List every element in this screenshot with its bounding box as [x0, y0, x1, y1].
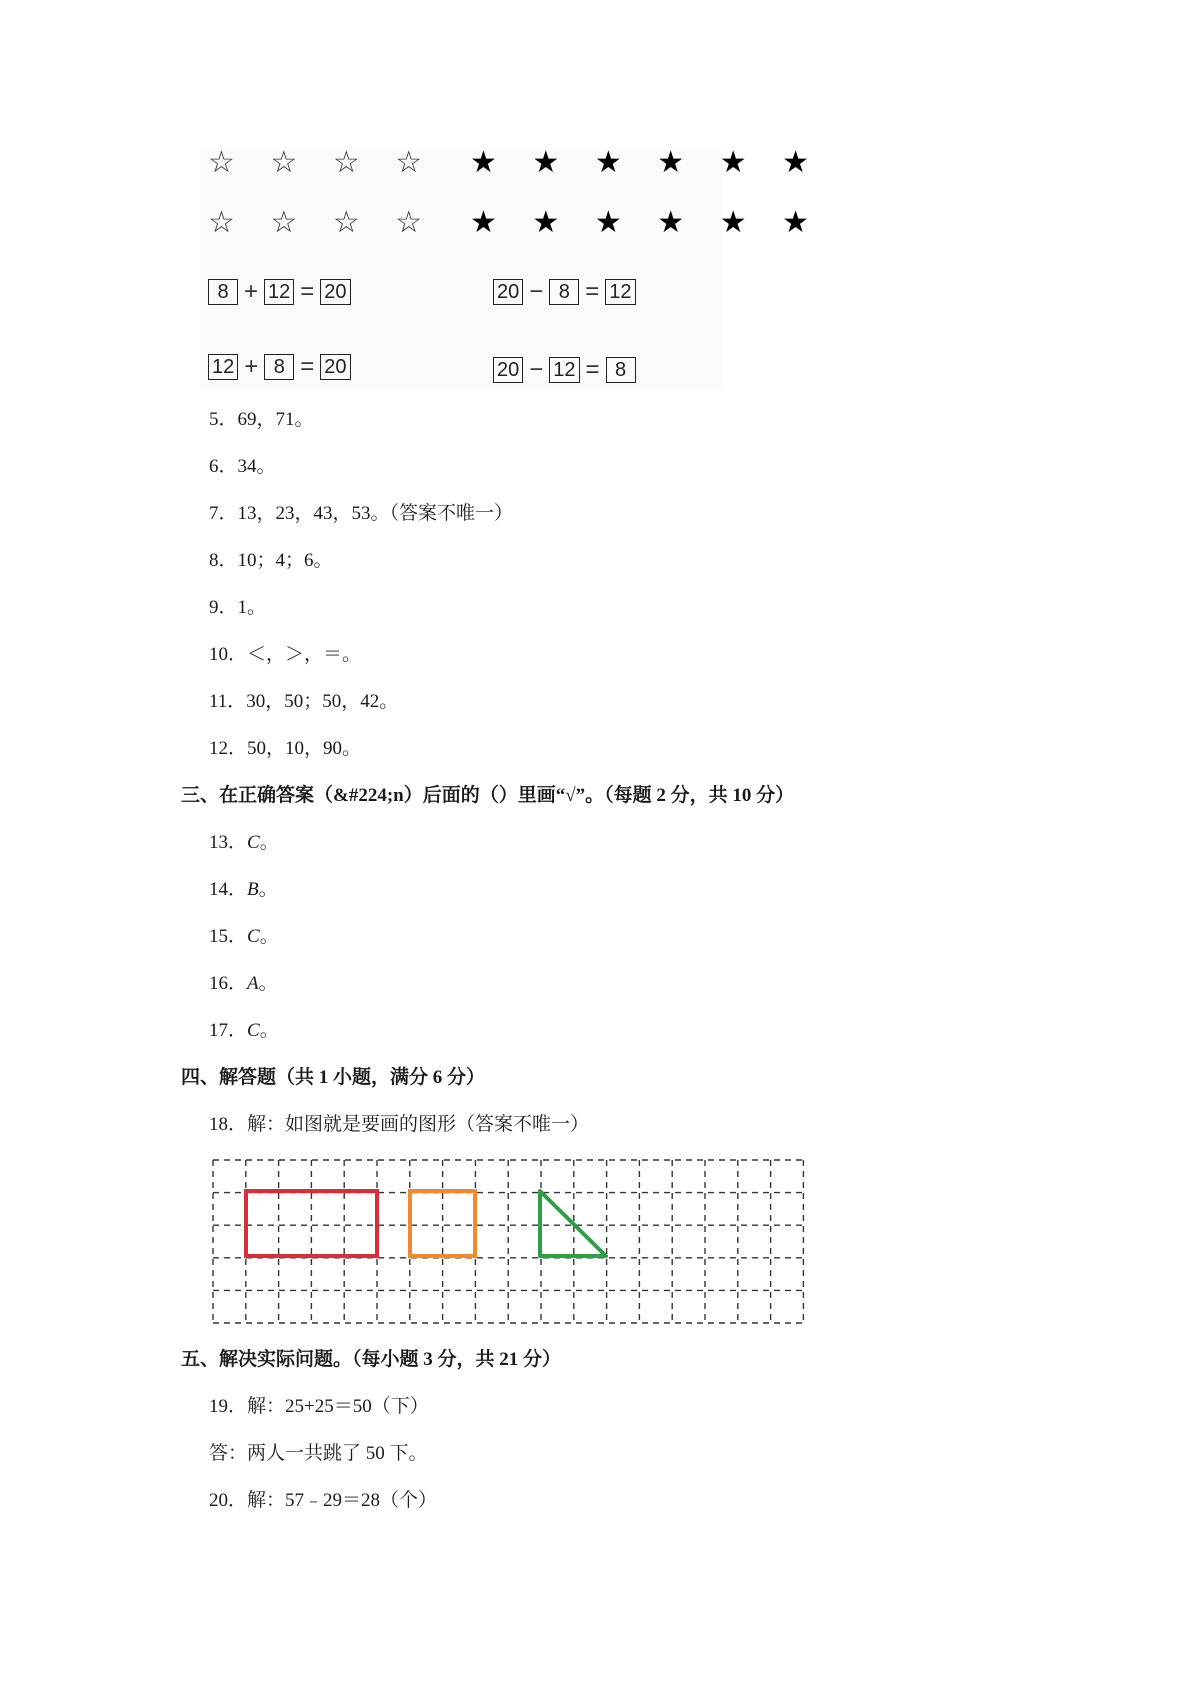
answer-number: 5． — [209, 409, 238, 430]
equation-box: 8 — [549, 279, 579, 305]
answer-text: 50，10，90。 — [247, 738, 362, 759]
section-4-title: 四、解答题（共 1 小题，满分 6 分） — [181, 1067, 486, 1088]
answer-letter: C — [247, 926, 260, 947]
answer-letter: B — [247, 879, 259, 900]
equation-operator: + — [244, 278, 259, 305]
section-5-title: 五、解决实际问题。（每小题 3 分，共 21 分） — [181, 1349, 562, 1370]
equation-box: 12 — [549, 357, 579, 383]
answer-text: 34。 — [237, 456, 276, 477]
answer-letter: A — [247, 973, 259, 994]
equation-equals: = — [300, 278, 315, 305]
answer-13 — [209, 831, 279, 855]
answer-number: 6． — [209, 456, 238, 477]
answer-15 — [209, 925, 279, 949]
equation-operator: − — [529, 356, 544, 383]
answer-number: 10． — [209, 644, 248, 665]
equation-box: 20 — [493, 357, 523, 383]
equation-box: 20 — [320, 279, 350, 305]
hollow-stars-row-2: ☆ ☆ ☆ ☆ — [208, 205, 436, 240]
answer-end: 。 — [258, 973, 278, 994]
solid-stars-row-2: ★ ★ ★ ★ ★ ★ — [470, 205, 823, 240]
answer-10 — [209, 643, 361, 667]
answer-end: 。 — [259, 1020, 279, 1041]
orange-square — [410, 1191, 475, 1256]
equation-equals: = — [585, 356, 600, 383]
answer-number: 15． — [209, 926, 248, 947]
answer-end: 。 — [259, 832, 279, 853]
answer-text: ＜，＞，＝。 — [247, 644, 362, 665]
equation-3 — [208, 352, 351, 382]
hollow-stars-row-1: ☆ ☆ ☆ ☆ — [208, 145, 436, 180]
answer-12 — [209, 737, 361, 761]
answer-20: 20．解：57﹣29＝28（个） — [209, 1490, 438, 1511]
answer-number: 9． — [209, 597, 238, 618]
answer-number: 12． — [209, 738, 248, 759]
section-3-title: 三、在正确答案（&#224;n）后面的（）里画“√”。（每题 2 分，共 10 分） — [181, 785, 795, 806]
answer-6 — [209, 455, 276, 479]
answer-17 — [209, 1019, 279, 1043]
equation-4 — [493, 355, 636, 385]
dotted-grid-figure — [205, 1152, 805, 1327]
answer-end: 。 — [259, 926, 279, 947]
grid-lines — [213, 1160, 803, 1323]
answer-number: 14． — [209, 879, 248, 900]
equation-box: 12 — [605, 279, 635, 305]
answer-text: 10；4；6。 — [237, 550, 333, 571]
equation-box: 20 — [493, 279, 523, 305]
answer-end: 。 — [258, 879, 278, 900]
equation-box: 8 — [208, 279, 238, 305]
equation-box: 8 — [264, 354, 294, 380]
answer-18: 18．解：如图就是要画的图形（答案不唯一） — [209, 1114, 590, 1135]
equation-2 — [493, 277, 636, 307]
answer-7 — [209, 502, 513, 526]
answer-5 — [209, 408, 314, 432]
green-triangle — [540, 1191, 606, 1256]
answer-11 — [209, 690, 398, 714]
answer-9 — [209, 596, 266, 620]
answer-text: 69，71。 — [237, 409, 314, 430]
answer-number: 8． — [209, 550, 238, 571]
answer-number: 17． — [209, 1020, 248, 1041]
answer-text: 1。 — [237, 597, 267, 618]
equation-equals: = — [300, 353, 315, 380]
answer-number: 16． — [209, 973, 248, 994]
answer-8 — [209, 549, 333, 573]
red-rectangle — [246, 1191, 377, 1256]
answer-14 — [209, 878, 278, 902]
answer-letter: C — [247, 832, 260, 853]
answer-number: 11． — [209, 691, 247, 712]
answer-19: 19．解：25+25＝50（下） — [209, 1396, 429, 1417]
equation-operator: − — [529, 278, 544, 305]
answer-16 — [209, 972, 278, 996]
equation-box: 12 — [208, 354, 238, 380]
answer-letter: C — [247, 1020, 260, 1041]
equation-equals: = — [585, 278, 600, 305]
answer-number: 13． — [209, 832, 248, 853]
answer-19-conclusion: 答：两人一共跳了 50 下。 — [209, 1443, 428, 1464]
answer-number: 7． — [209, 503, 238, 524]
answer-text: 13，23，43，53。（答案不唯一） — [237, 503, 514, 524]
equation-1 — [208, 277, 351, 307]
equation-operator: + — [244, 353, 259, 380]
equation-box: 12 — [264, 279, 294, 305]
equation-box: 8 — [606, 357, 636, 383]
equation-box: 20 — [320, 354, 350, 380]
solid-stars-row-1: ★ ★ ★ ★ ★ ★ — [470, 145, 823, 180]
answer-text: 30，50；50，42。 — [246, 691, 399, 712]
